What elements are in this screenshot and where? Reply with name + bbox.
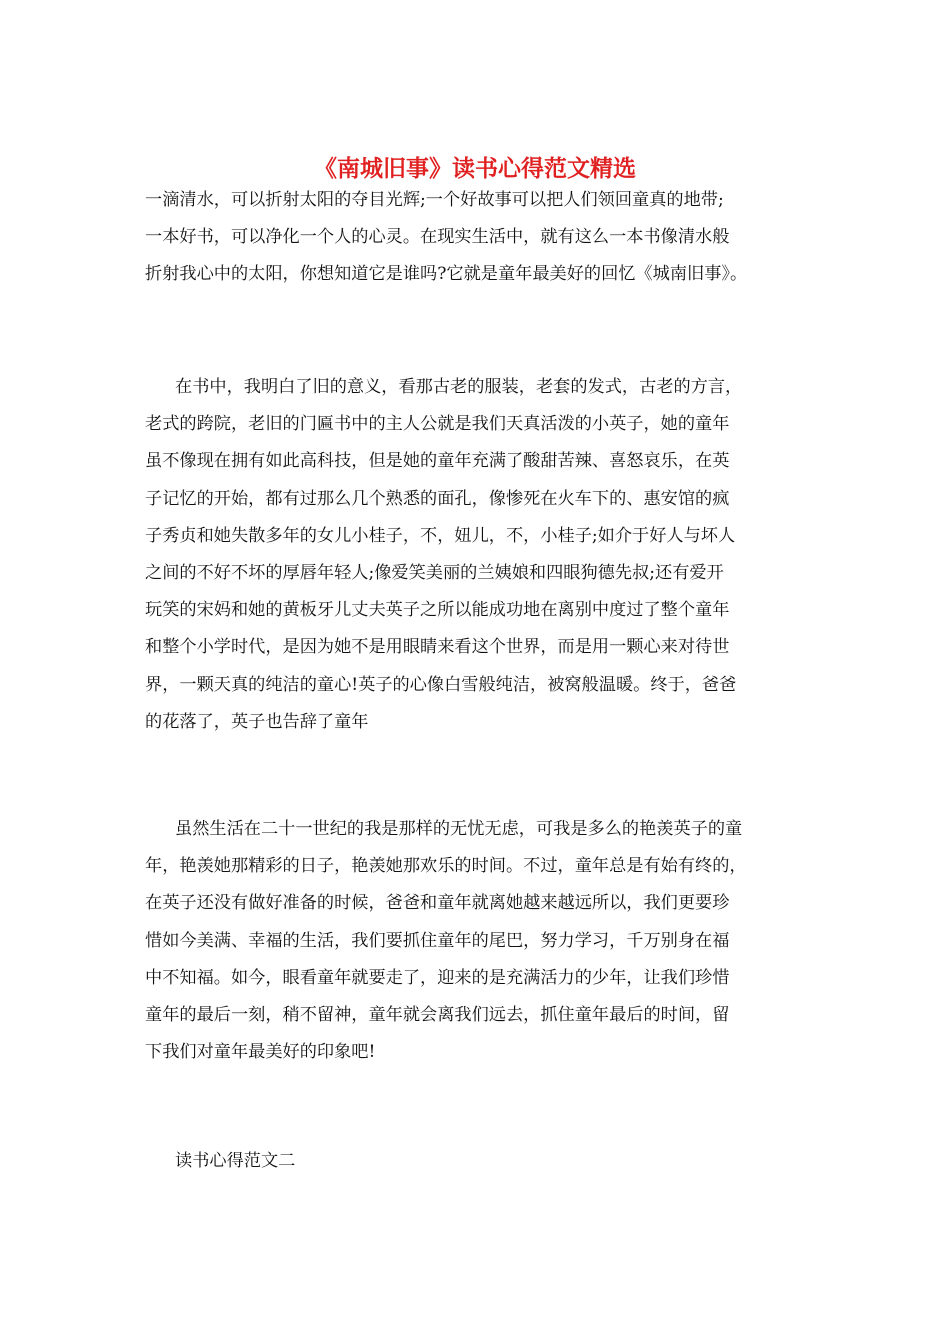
paragraph-reflection <box>145 811 825 1071</box>
paragraph-line: 的花落了，英子也告辞了童年 <box>145 711 369 732</box>
paragraph-line: 读书心得范文二 <box>175 1151 296 1171</box>
paragraph-line: 虽不像现在拥有如此高科技，但是她的童年充满了酸甜苦辣、喜怒哀乐，在英 <box>145 451 730 472</box>
paragraph-line: 折射我心中的太阳，你想知道它是谁吗?它就是童年最美好的回忆《城南旧事》。 <box>145 264 748 285</box>
paragraph-line: 在英子还没有做好准备的时候，爸爸和童年就离她越来越远所以，我们更要珍 <box>145 893 730 914</box>
document-title: 《南城旧事》读书心得范文精选 <box>314 156 636 182</box>
paragraph-line: 子记忆的开始，都有过那么几个熟悉的面孔，像惨死在火车下的、惠安馆的疯 <box>145 488 730 509</box>
paragraph-line: 一本好书，可以净化一个人的心灵。在现实生活中，就有这么一本书像清水般 <box>145 227 730 248</box>
paragraph-line: 子秀贞和她失散多年的女儿小桂子，不，妞儿，不，小桂子;如介于好人与坏人 <box>145 525 736 546</box>
paragraph-line: 童年的最后一刻，稍不留神，童年就会离我们远去，抓住童年最后的时间，留 <box>145 1004 730 1025</box>
paragraph-line: 一滴清水，可以折射太阳的夺目光辉;一个好故事可以把人们领回童真的地带; <box>145 190 724 210</box>
paragraph-line: 虽然生活在二十一世纪的我是那样的无忧无虑，可我是多么的艳羡英子的童 <box>175 819 743 839</box>
paragraph-intro <box>145 182 825 294</box>
paragraph-line: 惜如今美满、幸福的生活，我们要抓住童年的尾巴，努力学习，千万别身在福 <box>145 930 730 951</box>
paragraph-line: 中不知福。如今，眼看童年就要走了，迎来的是充满活力的少年，让我们珍惜 <box>145 967 730 988</box>
paragraph-line: 在书中，我明白了旧的意义，看那古老的服装，老套的发式，古老的方言， <box>175 377 743 397</box>
paragraph-line: 下我们对童年最美好的印象吧! <box>145 1042 376 1063</box>
section-heading-essay-two <box>145 1143 825 1180</box>
paragraph-line: 和整个小学时代，是因为她不是用眼睛来看这个世界，而是用一颗心来对待世 <box>145 637 730 658</box>
paragraph-line: 年，艳羡她那精彩的日子，艳羡她那欢乐的时间。不过，童年总是有始有终的， <box>145 856 747 877</box>
paragraph-line: 界，一颗天真的纯洁的童心!英子的心像白雪般纯洁，被窝般温暖。终于，爸爸 <box>145 674 737 695</box>
paragraph-book-summary <box>145 369 825 741</box>
paragraph-line: 玩笑的宋妈和她的黄板牙儿丈夫英子之所以能成功地在离别中度过了整个童年 <box>145 600 730 621</box>
paragraph-line: 之间的不好不坏的厚唇年轻人;像爱笑美丽的兰姨娘和四眼狗德先叔;还有爱开 <box>145 562 724 583</box>
paragraph-line: 老式的跨院，老旧的门匾书中的主人公就是我们天真活泼的小英子，她的童年 <box>145 414 730 435</box>
